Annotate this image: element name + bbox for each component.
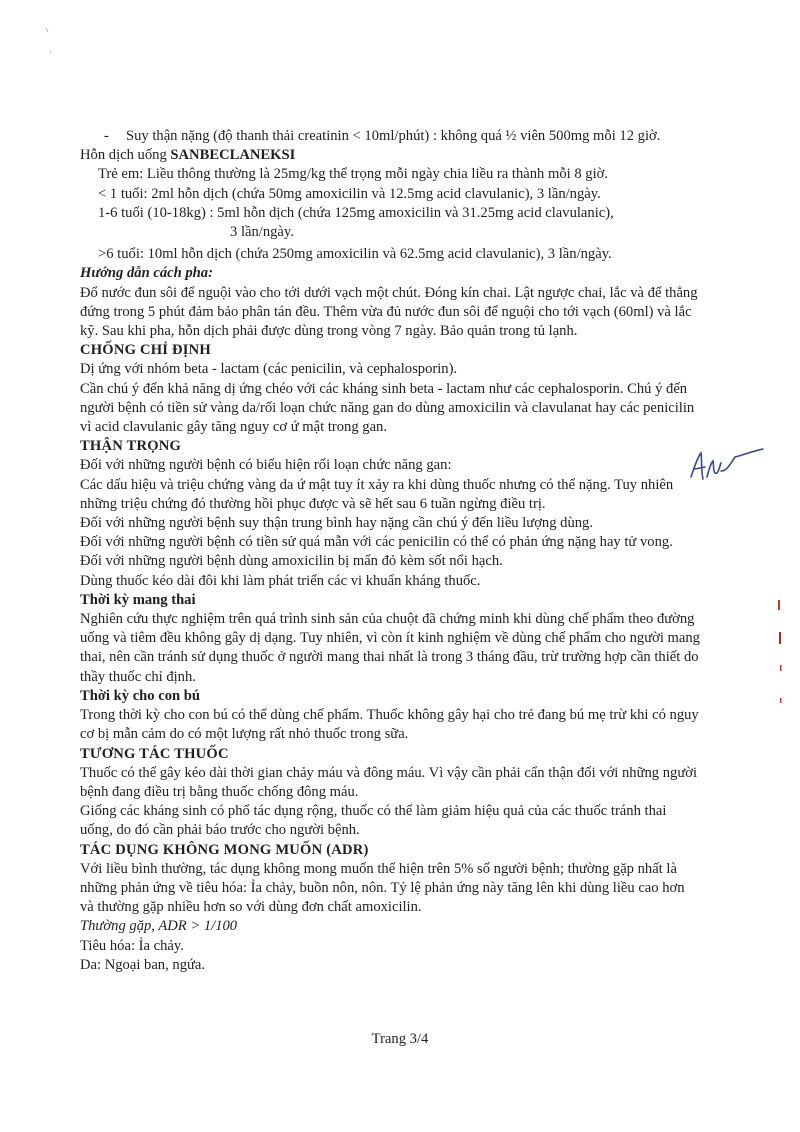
adverse-reactions-heading: TÁC DỤNG KHÔNG MONG MUỐN (ADR): [80, 841, 369, 858]
preparation-heading: Hướng dẫn cách pha:: [80, 265, 213, 282]
dose-under-1: < 1 tuổi: 2ml hỗn dịch (chứa 50mg amoxicilin và 12.5mg acid clavulanic), 3 lần/ngày.: [98, 185, 601, 202]
suspension-product-name: SANBECLANEKSI: [170, 147, 296, 164]
interaction-2: Giống các kháng sinh có phổ tác dụng rộng, thuốc có thể làm giảm hiệu quả của các thuốc tránh thai uống, do đó cần phải báo trước cho người bệnh.: [80, 803, 667, 839]
pregnancy-heading: Thời kỳ mang thai: [80, 591, 196, 608]
contraindication-2: Cần chú ý đến khả năng dị ứng chéo với các kháng sinh beta - lactam như các cephalosporin. Chú ý đến người bệnh có tiền sử vàng da/rối loạn chức năng gan do dùng amoxicilin và clavulanat hay các penicilin vì acid clavulanic gây tăng nguy cơ ứ mật trong gan.: [80, 380, 695, 436]
kidney-dosage-item: [80, 127, 700, 146]
precaution-6: Dùng thuốc kéo dài đôi khi làm phát triển các vi khuẩn kháng thuốc.: [80, 572, 481, 589]
bullet-dash: -: [104, 128, 109, 144]
adr-digestive: Tiêu hóa: Ỉa chảy.: [80, 937, 184, 954]
precaution-1: Đối với những người bệnh có biểu hiện rối loạn chức năng gan:: [80, 457, 452, 474]
precaution-2: Các dấu hiệu và triệu chứng vàng da ứ mật tuy ít xảy ra khi dùng thuốc nhưng có thể nặng. Tuy nhiên những triệu chứng đó thường hồi phục được và sẽ hết sau 6 tuần ngừng điều trị.: [80, 476, 674, 512]
preparation-text: Đổ nước đun sôi để nguội vào cho tới dưới vạch một chút. Đóng kín chai. Lật ngược chai, lắc và để thẳng đứng trong 5 phút đảm bảo phân tán đều. Thêm vừa đủ nước đun sôi để nguội cho tới vạch (60ml) và lắc kỹ. Sau khi pha, hỗn dịch phải được dùng trong vòng 7 ngày. Bảo quản trong tủ lạnh.: [80, 284, 698, 340]
children-dose: Trẻ em: Liều thông thường là 25mg/kg thể trọng mỗi ngày chia liều ra thành mỗi 8 giờ.: [98, 166, 608, 183]
adverse-reactions-text: Với liều bình thường, tác dụng không mong muốn thể hiện trên 5% số người bệnh; thường gặp nhất là những phản ứng về tiêu hóa: Ỉa chảy, buồn nôn, nôn. Tỷ lệ phản ứng này tăng lên khi dùng liều cao hơn và thường gặp nhiều hơn so với dùng đơn chất amoxicilin.: [80, 860, 685, 916]
contraindication-1: Dị ứng với nhóm beta - lactam (các penicilin, và cephalosporin).: [80, 361, 458, 378]
precaution-4: Đối với những người bệnh có tiền sử quá mẫn với các penicilin có thể có phản ứng nặng hay tử vong.: [80, 534, 673, 551]
precautions-heading: THẬN TRỌNG: [80, 438, 182, 455]
handwritten-signature: [687, 447, 767, 487]
dose-1-to-6: 1-6 tuổi (10-18kg) : 5ml hỗn dịch (chứa 125mg amoxicilin và 31.25mg acid clavulanic),: [98, 204, 614, 221]
page-number: Trang 3/4: [371, 1031, 429, 1047]
lactation-text: Trong thời kỳ cho con bú có thể dùng chế phẩm. Thuốc không gây hại cho trẻ đang bú mẹ trừ khi có nguy cơ bị mẫn cảm do có một lượng rất nhỏ thuốc trong sữa.: [80, 707, 699, 743]
kidney-dosage-text: Suy thận nặng (độ thanh thải creatinin < 10ml/phút) : không quá ½ viên 500mg mỗi 12 giờ.: [126, 128, 661, 144]
contraindications-heading: CHỐNG CHỈ ĐỊNH: [80, 342, 211, 359]
adr-skin: Da: Ngoại ban, ngứa.: [80, 956, 206, 973]
dose-over-6: >6 tuổi: 10ml hỗn dịch (chứa 250mg amoxicilin và 62.5mg acid clavulanic), 3 lần/ngày.: [98, 246, 612, 263]
scan-corner-mark: [40, 22, 60, 62]
margin-marks: [774, 570, 784, 720]
interactions-heading: TƯƠNG TÁC THUỐC: [80, 745, 229, 762]
precaution-3: Đối với những người bệnh suy thận trung bình hay nặng cần chú ý đến liều lượng dùng.: [80, 515, 593, 532]
interaction-1: Thuốc có thể gây kéo dài thời gian chảy máu và đông máu. Vì vậy cần phải cẩn thận đối với những người bệnh đang điều trị bằng thuốc chống đông máu.: [80, 764, 698, 800]
lactation-heading: Thời kỳ cho con bú: [80, 687, 201, 704]
document-body: [80, 127, 700, 975]
precaution-5: Đối với những người bệnh dùng amoxicilin bị mẩn đỏ kèm sốt nổi hạch.: [80, 553, 503, 570]
pregnancy-text: Nghiên cứu thực nghiệm trên quá trình sinh sản của chuột đã chứng minh khi dùng chế phẩm theo đường uống và tiêm đều không gây dị dạng. Tuy nhiên, vì còn ít kinh nghiệm về dùng chế phẩm cho người mang thai, nên cần tránh sử dụng thuốc ở người mang thai nhất là trong 3 tháng đầu, trừ trường hợp cần thiết do thầy thuốc chỉ định.: [80, 611, 700, 685]
suspension-prefix: Hỗn dịch uống: [80, 147, 171, 164]
suspension-title: [80, 146, 700, 165]
adr-common-label: Thường gặp, ADR > 1/100: [80, 918, 238, 935]
dose-1-to-6-frequency: 3 lần/ngày.: [230, 224, 294, 241]
